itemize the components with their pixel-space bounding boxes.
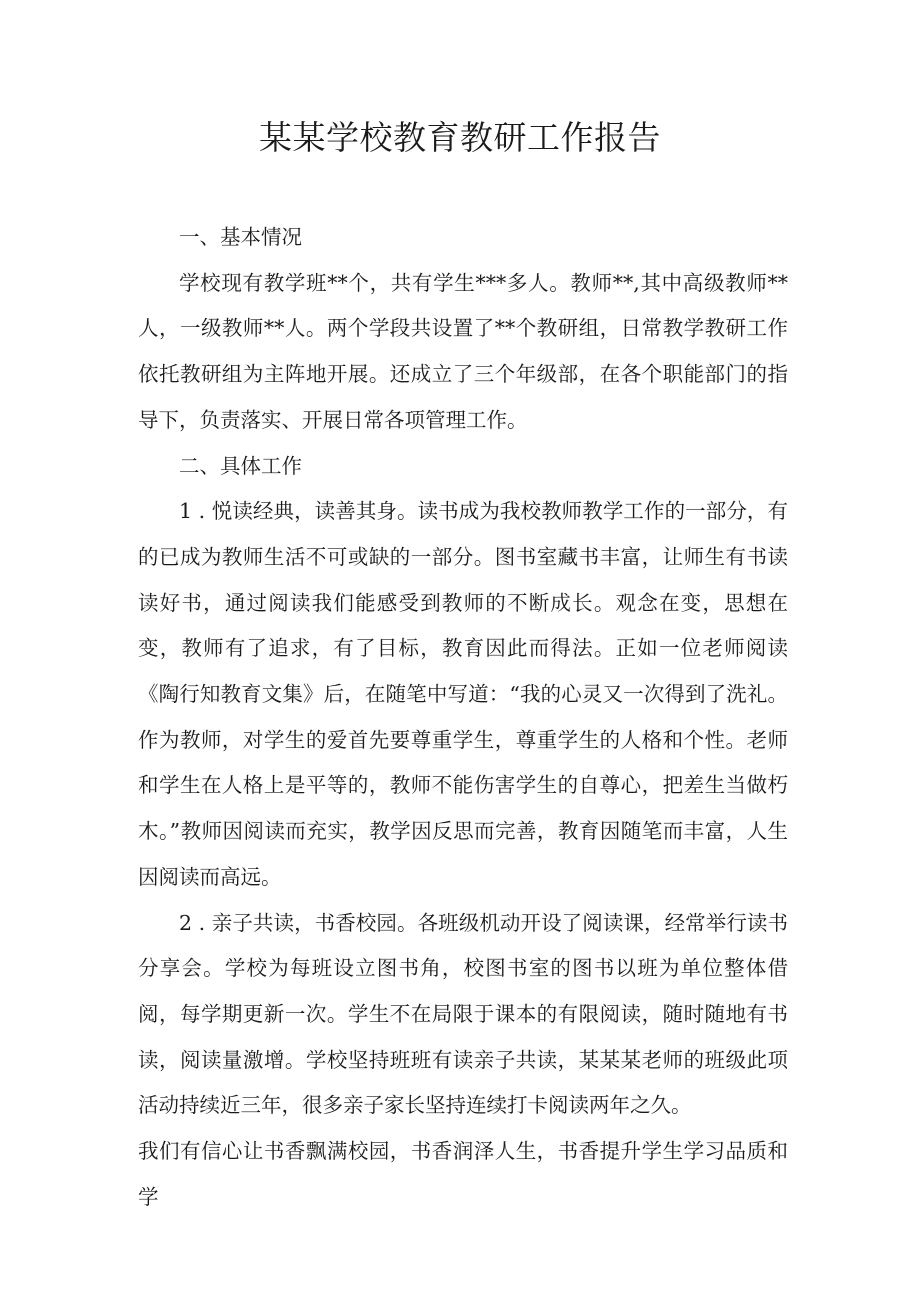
section-heading-specific-work: 二、具体工作: [179, 453, 302, 478]
document-title: 某某学校教育教研工作报告: [259, 118, 661, 157]
paragraph-basic-info: 学校现有教学班**个，共有学生***多人。教师**,其中高级教师**人，一级教师**人。两个学段共设置了**个教研组，日常教学教研工作依托教研组为主阵地开展。还成立了三个年级部，在各个职能部门的指导下，负责落实、开展日常各项管理工作。: [138, 270, 788, 432]
paragraph-closing: 我们有信心让书香飘满校园，书香润泽人生，书香提升学生学习品质和学: [138, 1139, 788, 1209]
document-body: [138, 215, 788, 1220]
section-heading-basic-info: 一、基本情况: [179, 225, 302, 249]
paragraph-item-1: 1 . 悦读经典，读善其身。读书成为我校教师教学工作的一部分，有的已成为教师生活不可或缺的一部分。图书室藏书丰富，让师生有书读读好书，通过阅读我们能感受到教师的不断成长。观念在变，思想在变，教师有了追求，有了目标，教育因此而得法。正如一位老师阅读《陶行知教育文集》后，在随笔中写道：“我的心灵又一次得到了洗礼。作为教师，对学生的爱首先要尊重学生，尊重学生的人格和个性。老师和学生在人格上是平等的，教师不能伤害学生的自尊心，把差生当做朽木。”教师因阅读而充实，教学因反思而完善，教育因随笔而丰富，人生因阅读而高远。: [138, 499, 788, 889]
paragraph-item-2: 2 . 亲子共读，书香校园。各班级机动开设了阅读课，经常举行读书分享会。学校为每班设立图书角，校图书室的图书以班为单位整体借阅，每学期更新一次。学生不在局限于课本的有限阅读，随时随地有书读，阅读量激增。学校坚持班班有读亲子共读，某某某老师的班级此项活动持续近三年，很多亲子家长坚持连续打卡阅读两年之久。: [138, 910, 788, 1118]
